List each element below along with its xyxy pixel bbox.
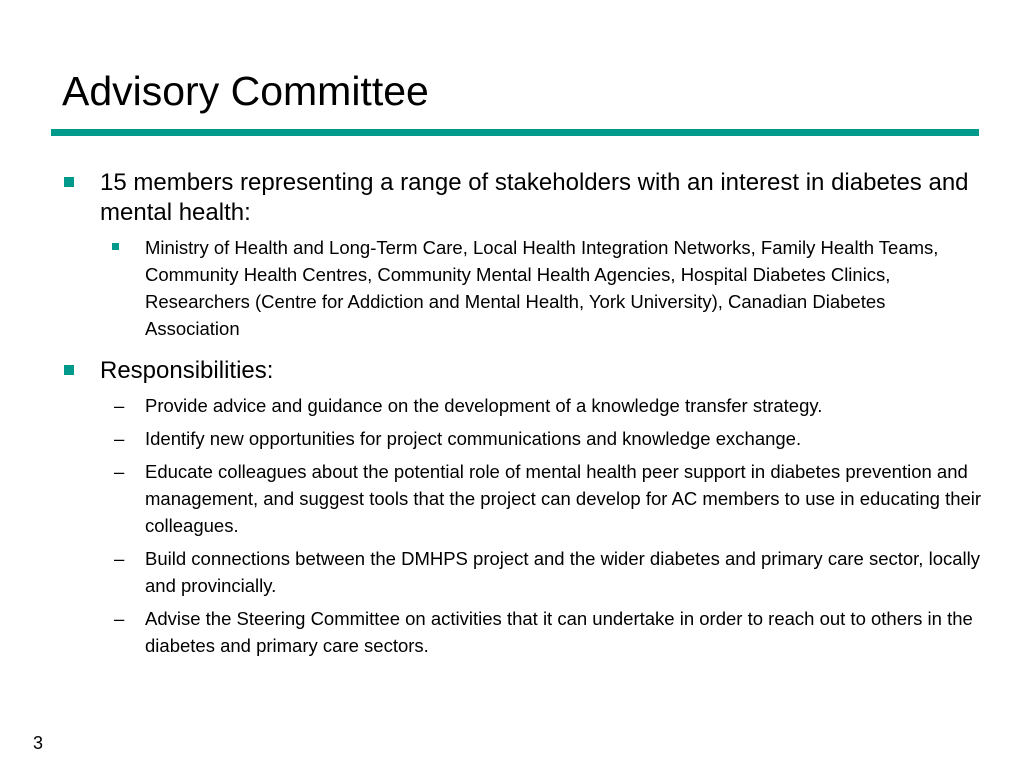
sub-bullet-text: Educate colleagues about the potential role of mental health peer support in diabetes prevention and management, and suggest tools that the project can develop for AC members to use in educating their colleagues. — [145, 461, 982, 536]
dash-bullet-icon: – — [114, 608, 125, 629]
dash-bullet-icon: – — [114, 548, 125, 569]
bullet-text: 15 members representing a range of stakeholders with an interest in diabetes and mental health: — [100, 169, 969, 226]
small-square-bullet-icon — [112, 243, 119, 250]
bullet-members — [62, 168, 982, 228]
sub-bullet-text: Advise the Steering Committee on activities that it can undertake in order to reach out to others in the diabetes and primary care sectors. — [145, 608, 973, 656]
sub-bullet-educate — [62, 458, 982, 539]
bullet-responsibilities — [62, 356, 982, 386]
sub-bullet-stakeholders — [62, 234, 982, 342]
dash-bullet-icon: – — [114, 428, 125, 449]
page-number: 3 — [33, 733, 44, 753]
sub-bullet-text: Build connections between the DMHPS project and the wider diabetes and primary care sector, locally and provincially. — [145, 548, 980, 596]
sub-bullet-opportunities — [62, 425, 982, 452]
sub-bullet-text: Identify new opportunities for project communications and knowledge exchange. — [145, 428, 802, 449]
square-bullet-icon — [64, 365, 74, 375]
square-bullet-icon — [64, 177, 74, 187]
bullet-text: Responsibilities: — [100, 357, 274, 384]
slide-content — [62, 168, 982, 665]
sub-bullet-text: Ministry of Health and Long-Term Care, Local Health Integration Networks, Family Health Teams, Community Health Centres, Community Mental Health Agencies, Hospital Diabetes Clinics, Researchers (Centre for Addiction and Mental Health, York University), Canadian Diabetes Association — [145, 237, 939, 339]
sub-bullet-steering — [62, 605, 982, 659]
slide-title: Advisory Committee — [62, 68, 429, 114]
title-divider — [51, 129, 979, 136]
sub-bullet-advice — [62, 392, 982, 419]
dash-bullet-icon: – — [114, 461, 125, 482]
sub-bullet-connections — [62, 545, 982, 599]
sub-bullet-text: Provide advice and guidance on the development of a knowledge transfer strategy. — [145, 395, 823, 416]
dash-bullet-icon: – — [114, 395, 125, 416]
